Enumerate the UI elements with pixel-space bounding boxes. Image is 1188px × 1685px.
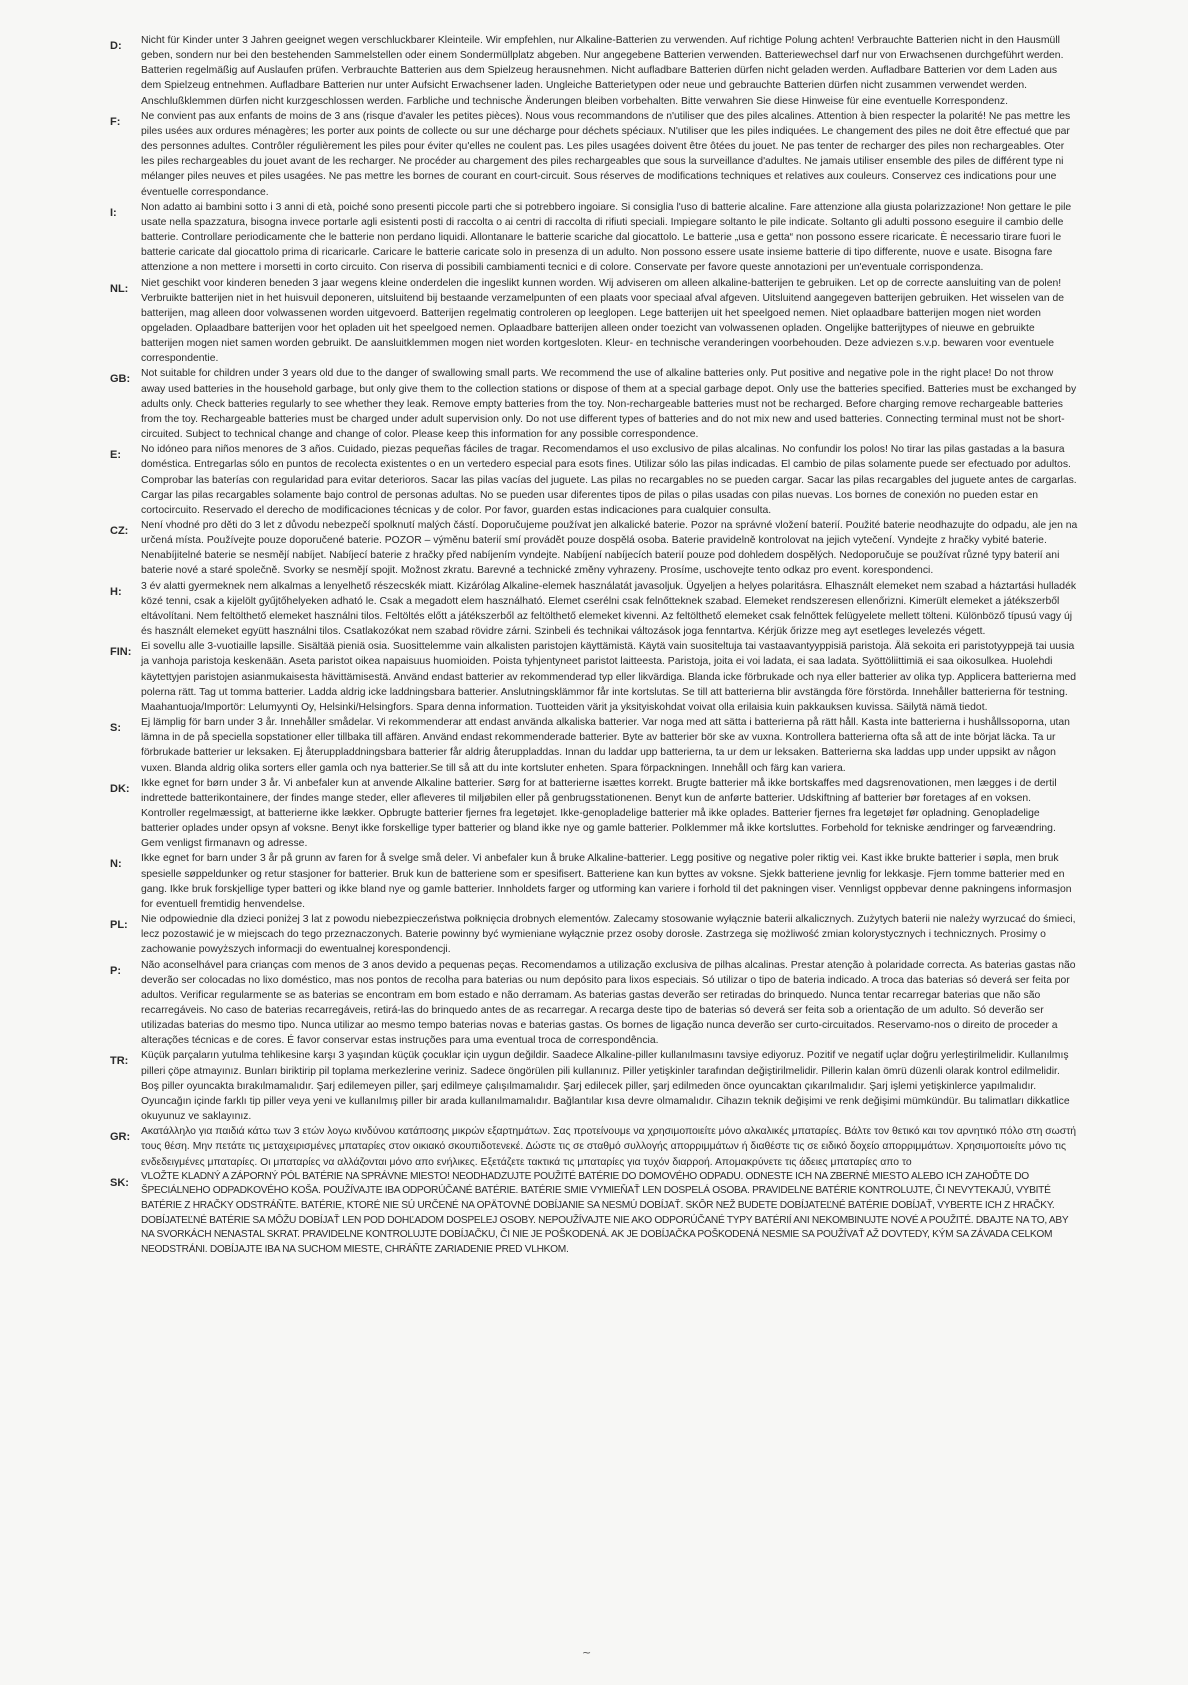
language-code: P: [110, 964, 121, 977]
warning-text: Nicht für Kinder unter 3 Jahren geeignet wegen verschluckbarer Kleinteile. Wir empfehlen, nur Alkaline-Batterien zu verwenden. Auf richtige Polung achten! Verbrauchte Batterien nicht in den Hausmüll geben, sondern nur bei den bestehenden Sammelstellen oder einem Sondermüllplatz abgeben. Nur angegebene Batterien verwenden. Batteriewechsel darf nur von Erwachsenen durchgeführt werden. Batterien regelmäßig auf Auslaufen prüfen. Verbrauchte Batterien aus dem Spielzeug herausnehmen. Nicht aufladbare Batterien dürfen nicht geladen werden. Aufladbare Batterien vor dem Laden aus dem Spielzeug entnehmen. Aufladbare Batterien nur unter Aufsicht Erwachsener laden. Ungleiche Batterietypen oder neue und gebrauchte Batterien dürfen nicht zusammen verwendet werden. Anschlußklemmen dürfen nicht kurzgeschlossen werden. Farbliche und technische Änderungen bleiben vorbehalten. Bitte verwahren Sie diese Hinweise für eine eventuelle Korrespondenz. [141, 35, 1064, 107]
language-code: D: [110, 40, 122, 52]
language-code: GB: [110, 373, 131, 386]
warning-text: Não aconselhável para crianças com menos de 3 anos devido a pequenas peças. Recomendamos a utilização exclusiva de pilhas alcalinas. Prestar atenção à polaridade correcta. As baterias gastas não deverão ser colocadas no lixo doméstico, mas nos pontos de recolha para baterias ou num depósito para lixos especiais. Só utilizar o tipo de bateria indicado. A troca das baterias só deverá ser feita por adultos. Verificar regularmente se as baterias se encontram em bom estado e não derramam. As baterias gastas deverão ser retiradas do brinquedo. Nunca tentar recarregar baterias que não são recarregáveis. No caso de baterias recarregáveis, retirá-las do brinquedo antes de as recarregar. A recarga deste tipo de baterias só deverá ser feita sob a orientação de um adulto. Só deverão ser utilizadas baterias do mesmo tipo. Nunca utilizar ao mesmo tempo baterias novas e baterias gastas. Os bornes de ligação nunca deverão ser curto-circuitados. Reservamo-nos o direito de proceder a alterações técnicas e de cores. É favor conservar estas instruções para uma eventual troca de correspondência. [141, 959, 1076, 1047]
language-code: CZ: [110, 525, 129, 537]
warning-text: VLOŽTE KLADNÝ A ZÁPORNÝ PÓL BATÉRIE NA SPRÁVNE MIESTO! NEODHADZUJTE POUŽITÉ BATÉRIE DO DOMOVÉHO ODPADU. ODNESTE ICH NA ZBERNÉ MIESTO ALEBO ICH ZAHOĎTE DO ŠPECIÁLNEHO ODPADKOVÉHO KOŠA. POUŽÍVAJTE IBA ODPORÚČANÉ BATÉRIE. BATÉRIE SMIE VYMIEŇAŤ LEN DOSPELÁ OSOBA. PRAVIDELNE BATÉRIE KONTROLUJTE, ČI NEVYTEKAJÚ, VYBITÉ BATÉRIE Z HRAČKY ODSTRÁŇTE. BATÉRIE, KTORÉ NIE SÚ URČENÉ NA OPÄTOVNÉ DOBÍJANIE SA NESMÚ DOBÍJAŤ. SKÔR NEŽ BUDETE DOBÍJATEĽNÉ BATÉRIE DOBÍJAŤ, VYBERTE ICH Z HRAČKY. DOBÍJATEĽNÉ BATÉRIE SA MÔŽU DOBÍJAŤ LEN POD DOHĽADOM DOSPELEJ OSOBY. NEPOUŽÍVAJTE NIE AKO ODPORÚČANÉ TYPY BATÉRIÍ ANI NEKOMBINUJTE NOVÉ A POUŽITÉ. DBAJTE NA TO, ABY NA SVORKÁCH NENASTAL SKRAT. PRAVIDELNE KONTROLUJTE DOBÍJAČKU, ČI NIE JE POŠKODENÁ. AK JE DOBÍJAČKA POŠKODENÁ NESMIE SA POUŽÍVAŤ AŽ DOVTEDY, KÝM SA ZÁVADA CELKOM NEODSTRÁNI. DOBÍJAJTE IBA NA SUCHOM MIESTE, CHRÁŇTE ZARIADENIE PRED VLHKOM. [141, 1170, 1069, 1255]
warning-text: Ei sovellu alle 3-vuotiaille lapsille. Sisältää pieniä osia. Suosittelemme vain alkalisten paristojen käyttämistä. Käytä vain suositeltuja tai vastaavantyyppisiä paristoja. Älä sekoita eri paristotyyppejä tai uusia ja vanhoja paristoja keskenään. Aseta paristot oikea napaisuus huomioiden. Poista tyhjentyneet paristot laitteesta. Paristoja, joita ei voi ladata, ei saa ladata. Syöttöliittimiä ei saa oikosulkea. Huolehdi käytettyjen paristojen asianmukaisesta hävittämisestä. Använd endast batterier av rekommenderad typ eller likvärdiga. Blanda icke förbrukade och nya eller batterier av olika typ. Applicera batterierna med polerna rätt. Tag ut tomma batterier. Ladda aldrig icke laddningsbara batterier. Anslutningsklämmor får inte kortslutas. Se till att batterierna blir avstängda före förstörda. Innehåller batterierna för testning. Maahantuoja/Importör: Lelumyynti Oy, Helsinki/Helsingfors. Spara denna information. Tuotteiden värit ja yksityiskohdat voivat olla erilaisia kuin pakkauksen kuvissa. Säilytä nämä tiedot. [141, 641, 1077, 713]
language-code: NL: [110, 282, 129, 295]
warning-text: Ikke egnet for børn under 3 år. Vi anbefaler kun at anvende Alkaline batterier. Sørg for at batterierne isættes korrekt. Brugte batterier må ikke bortskaffes med dagsrenovationen, men lægges i de dertil indrettede batterikontainere, der findes mange steder, eller afleveres til miljøbilen eller på genbrugsstationenen. Benyt kun de anførte batterier. Udskiftning af batterier bør foretages af en voksen. Kontroller regelmæssigt, at batterierne ikke lækker. Opbrugte batterier fjernes fra legetøjet. Ikke-genopladelige batterier må ikke oplades. Batterier fjernes fra legetøjet før opladning. Genopladelige batterier oplades under opsyn af voksne. Benyt ikke forskellige typer batterier og bland ikke nye og gamle batterier. Polklemmer må ikke kortsluttes. Forbehold for tekniske ændringer og farveændring. Gem venligst firmanavn og adresse. [141, 777, 1057, 850]
language-code: FIN: [110, 646, 132, 659]
footer-mark: ~ [582, 1646, 592, 1659]
warning-text: Ikke egnet for barn under 3 år på grunn av faren for å svelge små deler. Vi anbefaler kun å bruke Alkaline-batterier. Legg positive og negative poler riktig vei. Kast ikke brukte batterier i søpla, men bruk spesielle søppeldunker og retur stasjoner for batterier. Bruk kun de batteriene som er spesifisert. Batteriene kan kun byttes av voksne. Sjekk batteriene jevnlig for lekkasje. Fjern tomme batterier med en gang. Ikke bruk forskjellige typer batteri og ikke bland nye og gamle batterier. Innholdets farger og utforming kan variere i forhold til det pakningen viser. Vennligst oppbevar denne pakningens informasjon for eventuell fremtidig henvendelse. [141, 853, 1072, 910]
language-code: F: [110, 115, 121, 128]
language-code: E: [110, 449, 121, 462]
warning-hu [110, 579, 1078, 640]
warning-pl [110, 912, 1078, 957]
language-code: DK: [110, 782, 130, 795]
warning-tr [110, 1048, 1078, 1124]
language-code: N: [110, 858, 122, 871]
warning-sk [110, 1170, 1078, 1258]
warning-text: Küçük parçaların yutulma tehlikesine karşı 3 yaşından küçük çocuklar için uygun değildir. Saadece Alkaline-piller kullanılmasını tavsiye ediyoruz. Pozitif ve negatif uçlar doğru yerleştirilmelidir. Kullanılmış pilleri çöpe atmayınız. Bunları biriktirip pil toplama merkezlerine veriniz. Sadece öngörülen pili kullanınız. Piller yetişkinler tarafından değiştirilmelidir. Pillerin kalan ömrü düzenli olarak kontrol edilmelidir. Boş piller oyuncakta bırakılmamalıdır. Şarj edilemeyen piller, şarj edilmeye çalışılmamalıdır. Şarj edilecek piller, şarj edilmeden önce oyuncaktan çıkarılmalıdır. Şarj işlemi yetişkinlerce yapılmalıdır. Oyuncağın içinde farklı tip piller veya yeni ve kullanılmış piller bir arada kullanılmamalıdır. Bağlantılar kısa devre olmamalıdır. Cihazın teknik değişimi ve renk değişimi mümkündür. Bu talimatları dikkatlice okuyunuz ve saklayınız. [141, 1050, 1070, 1123]
warning-text: Niet geschikt voor kinderen beneden 3 jaar wegens kleine onderdelen die ingeslikt kunnen worden. Wij adviseren om alleen alkaline-batterijen te gebruiken. Let op de correcte aansluiting van de polen! Verbruikte batterijen niet in het huisvuil deponeren, uitsluitend bij bestaande verzamelpunten of een plaats voor speciaal afval afgeven. Uitsluitend aangegeven batterijen gebruiken. Het wisselen van de batterijen, mag alleen door volwassenen worden uitgevoerd. Batterijen regelmatig controleren op leeglopen. Lege batterijen uit het speelgoed nemen. Niet oplaadbare batterijen mogen niet worden opgeladen. Oplaadbare batterijen voor het opladen uit het speelgoed nemen. Oplaadbare batterijen alleen onder toezicht van volwassenen opladen. Ongelijke batterijtypes of nieuwe en gebruikte batterijen mogen niet samen worden gebruikt. De aansluitklemmen mogen niet worden kortgesloten. Kleur- en technische veranderingen voorbehouden. Deze adviezen s.v.p. bewaren voor eventuele correspondentie. [141, 277, 1065, 365]
warning-nl [110, 276, 1078, 367]
warning-fin [110, 639, 1078, 715]
warning-no [110, 851, 1078, 912]
warning-text: Ne convient pas aux enfants de moins de 3 ans (risque d'avaler les petites pièces). Nous vous recommandons de n'utiliser que des piles alcalines. Attention à bien respecter la polarité! Ne pas mettre les piles usées aux ordures ménagères; les porter aux points de collecte ou sur une décharge pour déchets spéciaux. N'utiliser que les piles indiquées. Le changement des piles ne doit être effectué que par des personnes adultes. Contrôler régulièrement les piles pour éviter qu'elles ne coulent pas. Les piles usagées doivent être ôtées du jouet. Ne pas tenter de recharger des piles non rechargeables. Oter les piles rechargeables du jouet avant de les recharger. Ne procéder au chargement des piles rechargeables que sous la surveillance d'adultes. Ne jamais utiliser ensemble des piles de différent type ni mélanger piles neuves et piles usagées. Ne pas mettre les bornes de courant en court-circuit. Sous réserves de modifications techniques et relatives aux couleurs. Conservez ces indications pour une éventuelle correspondance. [141, 110, 1071, 198]
warning-text: Ακατάλληλο για παιδιά κάτω των 3 ετών λογω κινδύνου κατάποσης μικρών εξαρτημάτων. Σας προτείνουμε να χρησιμοποιείτε μόνο αλκαλικές μπαταρίες. Βάλτε τον θετικό και τον αρνητικό πόλο στη σωστή τους θέση. Μην πετάτε τις μεταχειρισμένες μπαταρίες στον οικιακό σκουπιδοτενεκέ. Δώστε τις σε σταθμό συλλογής απορριμμάτων ή διαθέστε τις σε ειδικό δοχείο απορριμμάτων. Χρησιμοποιείτε μόνο τις ενδεδειγμένες μπαταρίες. Οι μπαταρίες να αλλάζονται μόνο απο ενήλικες. Εξετάζετε τακτικά τις μπαταρίες για τυχόν διαρροή. Απομακρύνετε τις άδειες μπαταρίες απο το [141, 1126, 1077, 1168]
warning-fr [110, 109, 1078, 200]
language-code: SK: [110, 1176, 129, 1189]
warning-text: Není vhodné pro děti do 3 let z důvodu nebezpečí spolknutí malých částí. Doporučujeme používat jen alkalické baterie. Pozor na správné vložení baterií. Použité baterie neodhazujte do odpadu, ale jen na určená místa. Používejte pouze doporučené baterie. POZOR – výměnu baterií smí provádět pouze dospělá osoba. Baterie pravidelně kontrolovat na jejich vytečení. Vyndejte z hračky vybité baterie. Nenabíjitelné baterie se nesmějí nabíjet. Nabíjecí baterie z hračky před nabíjením vyndejte. Nabíjení nabíjecích baterií pouze pod dohledem dospělých. Nedoporučuje se používat různé typy baterií ani baterie nové a staré společně. Svorky se nesmějí spojit. Možnost zkratu. Barevné a technické změny vyhrazeny. Prosíme, uschovejte tento odkaz pro event. korespondenci. [141, 520, 1078, 577]
warning-de [110, 33, 1078, 109]
warning-es [110, 442, 1078, 518]
warning-dk [110, 776, 1078, 852]
warning-se [110, 715, 1078, 776]
warning-pt [110, 958, 1078, 1049]
warning-text: Not suitable for children under 3 years old due to the danger of swallowing small parts. We recommend the use of alkaline batteries only. Put positive and negative pole in the right place! Do not throw away used batteries in the household garbage, but only give them to the collection stations or dispose of them at a special garbage depot. Only use the batteries specified. Batteries must be exchanged by adults only. Check batteries regularly to see whether they leak. Remove empty batteries from the toy. Non-rechargeable batteries must not be recharged. Before charging remove rechargeable batteries from the toy. Rechargeable batteries must be charged under adult supervision only. Do not use different types of batteries and do not mix new and used batteries. Connecting terminal must not be short-circuited. Subject to technical change and change of color. Please keep this information for any possible correspondence. [141, 368, 1077, 441]
warning-it [110, 200, 1078, 276]
warning-cz [110, 518, 1078, 579]
language-code: TR: [110, 1055, 129, 1068]
warning-text: 3 év alatti gyermeknek nem alkalmas a lenyelhető részecskék miatt. Kizárólag Alkaline-elemek használatát javasoljuk. Ügyeljen a helyes polaritásra. Elhasznált elemeket nem szabad a háztartási hulladék közé tenni, csak a kijelölt gyűjtőhelyeken adható le. Csak a megadott elem használható. Elemet cserélni csak felnőtteknek szabad. Elemeket rendszeresen ellenőrizni. Kimerült elemeket a játékszerből eltávolítani. Nem feltölthető elemeket használni tilos. Feltöltés előtt a játékszerből az feltölthető elemeket kivenni. Az feltölthető elemeket csak felnőttek felügyelete mellett tölteni. Különböző típusú vagy új és használt elemeket együtt használni tilos. Csatlakozókat nem szabad rövidre zárni. Szinbeli és technikai változások joga fenntartva. Kérjük őrizze meg ayt esetleges levelezés végett. [141, 580, 1077, 638]
language-code: S: [110, 722, 121, 735]
language-code: I: [110, 206, 117, 219]
warning-gb [110, 366, 1078, 442]
warning-text: Ej lämplig för barn under 3 år. Innehåller smådelar. Vi rekommenderar att endast använda alkaliska batterier. Var noga med att sätta i batterierna på rätt håll. Kasta inte batterierna i hushållssoporna, utan lämna in de på speciella sopstationer eller tillbaka till affären. Använd endast rekommenderade batterier. Byte av batterier bör ske av vuxna. Kontrollera batterierna ofta så att de inte börjat läcka. Ta ur förbrukade batterier ur leksaken. Ej återuppladdningsbara batterier får aldrig återuppladdas. Innan du laddar upp batterierna, ta ur dem ur leksaken. Batterierna ska laddas upp under uppsikt av någon vuxen. Blanda aldrig olika sorters eller gamla och nya batterier.Se till så att du inte kortsluter enheten. Spara förpackningen. Innehåll och färg kan variera. [141, 717, 1070, 774]
warning-gr [110, 1124, 1078, 1169]
language-code: GR: [110, 1131, 131, 1144]
warning-text: Non adatto ai bambini sotto i 3 anni di età, poiché sono presenti piccole parti che si potrebbero ingoiare. Si consiglia l'uso di batterie alcaline. Fare attenzione alla giusta polarizzazione! Non gettare le pile usate nella spazzatura, bisogna invece portarle agli esistenti posti di raccolta o ai centri di raccolta di rifiuti speciali. Impiegare soltanto le pile indicate. Soltanto gli adulti possono eseguire il cambio delle batterie. Controllare periodicamente che le batterie non perdano liquidi. Allontanare le batterie scariche dal giocattolo. Le batterie „usa e getta“ non possono essere ricaricate. È necessario tirare fuori le batterie caricate dal giocattolo prima di ricaricarle. Caricare le batterie caricate solo in presenza di un adulto. Non possono essere usate insieme batterie di tipo differente, nuove e usate. Bisogna fare attenzione a non mettere i morsetti in corto circuito. Con riserva di possibili cambiamenti tecnici e di colore. Conservate per favore queste annotazioni per un'eventuale corrispondenza. [141, 201, 1072, 274]
warning-text: Nie odpowiednie dla dzieci poniżej 3 lat z powodu niebezpieczeństwa połknięcia drobnych elementów. Zalecamy stosowanie wyłącznie baterii alkalicznych. Zużytych baterii nie należy wyrzucać do śmieci, lecz pozostawić je w miejscach do tego przeznaczonych. Baterie powinny być wymieniane wyłącznie przez osoby dorosłe. Zastrzega się możliwość zmian kolorystycznych i technicznych. Prosimy o zachowanie powyższych informacji do ewentualnej korespondencji. [141, 914, 1076, 956]
language-code: PL: [110, 919, 128, 932]
language-code: H: [110, 585, 122, 598]
warning-text: No idóneo para niños menores de 3 años. Cuidado, piezas pequeñas fáciles de tragar. Recomendamos el uso exclusivo de pilas alcalinas. No confundir los polos! No tirar las pilas gastadas a la basura doméstica. Entregarlas sólo en puntos de recolecta existentes o en un vertedero especial para esots fines. Utilizar sólo las pilas indicadas. El cambio de pilas solamente puede ser efectuado por adultos. Comprobar las baterías con regularidad para evitar deterioros. Sacar las pilas vacías del juguete. Las pilas no recargables no se pueden cargar. Sacar las pilas recargables del juguete antes de cargarlas. Cargar las pilas recargables solamente bajo control de personas adultas. No se pueden usar diferentes tipos de pilas o pilas usadas con pilas nuevas. Los bornes de conexión no pueden estar en cortocircuito. Reservado el derecho de modificaciones técnicas y de color. Por favor, guarden estas indicaciones para cualquier consulta. [141, 444, 1077, 516]
